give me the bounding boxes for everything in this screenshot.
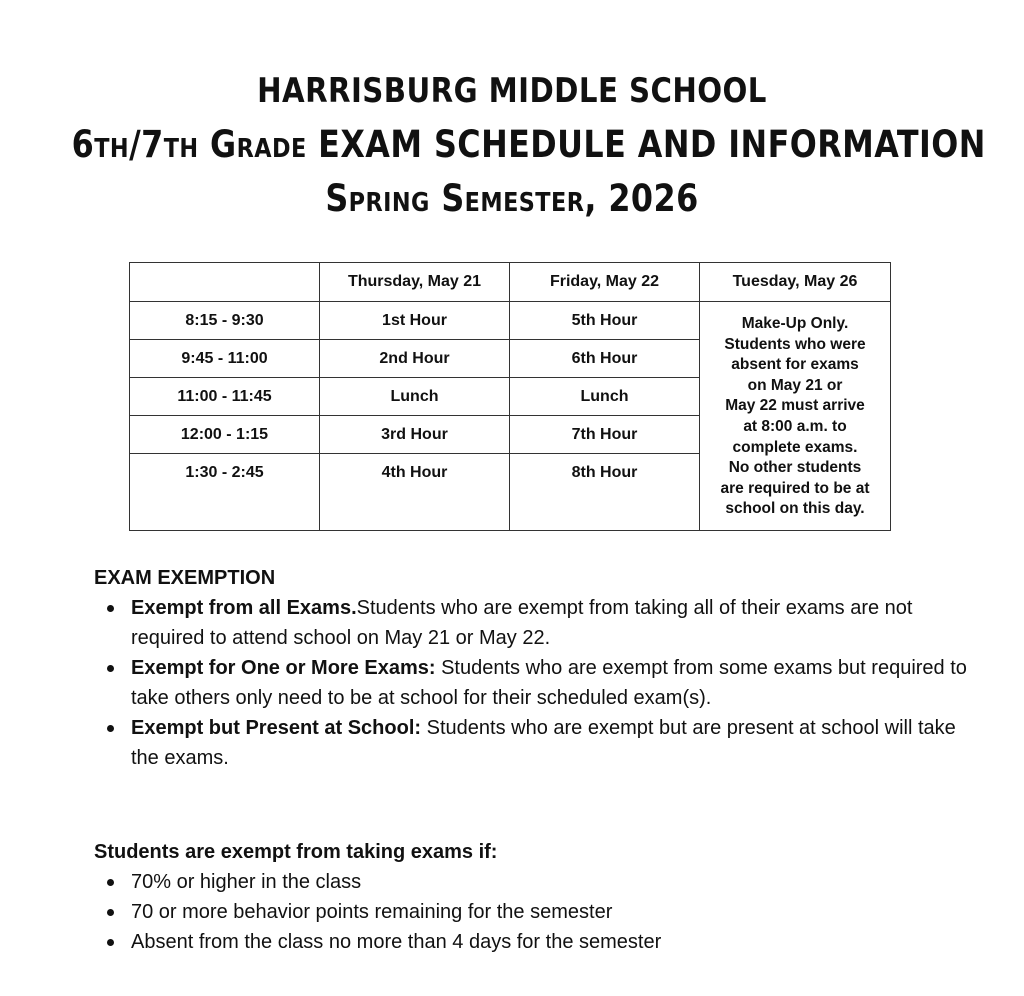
note-line: Make-Up Only. <box>741 315 849 332</box>
time-cell: 9:45 - 11:00 <box>130 340 320 378</box>
bullet-icon <box>107 879 114 886</box>
exam-schedule-table <box>129 262 891 531</box>
item-label: Exempt for One or More Exams: <box>131 657 436 679</box>
note-line: on May 21 or <box>747 376 843 394</box>
thursday-cell: 1st Hour <box>320 302 510 340</box>
bullet-icon <box>107 665 114 672</box>
thursday-cell: 4th Hour <box>320 454 510 531</box>
header-cell-thursday: Thursday, May 21 <box>320 263 510 302</box>
list-item <box>131 713 984 773</box>
note-line: No other students <box>728 459 862 477</box>
exemption-heading: EXAM EXEMPTION <box>94 567 276 589</box>
tuesday-makeup-note <box>700 302 891 531</box>
exemption-criteria-section <box>94 837 984 957</box>
item-text: Students who are exempt but are present at school will take the exams. <box>131 717 956 769</box>
header-cell-friday: Friday, May 22 <box>510 263 700 302</box>
friday-cell: 8th Hour <box>510 454 700 531</box>
time-cell: 12:00 - 1:15 <box>130 416 320 454</box>
bullet-icon <box>107 725 114 732</box>
table-header-row <box>130 263 891 302</box>
semester-title: Spring Semester, 2026 <box>325 177 699 220</box>
item-text: 70% or higher in the class <box>131 871 362 893</box>
criteria-heading: Students are exempt from taking exams if: <box>94 841 498 863</box>
list-item <box>131 867 984 897</box>
thursday-cell: Lunch <box>320 378 510 416</box>
exam-exemption-section <box>94 563 984 773</box>
item-label: Exempt from all Exams. <box>131 597 357 619</box>
friday-cell: Lunch <box>510 378 700 416</box>
document-title: 6th/7th Grade EXAM SCHEDULE AND INFORMATION <box>71 123 986 166</box>
item-text: Students who are exempt from some exams but required to take others only need to be at school for their scheduled exam(s). <box>131 657 967 709</box>
bullet-icon <box>107 909 114 916</box>
item-label: Exempt but Present at School: <box>131 717 422 739</box>
school-name: HARRISBURG MIDDLE SCHOOL <box>257 71 767 111</box>
header-cell-empty <box>130 263 320 302</box>
list-item <box>131 593 984 653</box>
exemption-list <box>94 593 984 773</box>
thursday-cell: 3rd Hour <box>320 416 510 454</box>
list-item <box>131 897 984 927</box>
note-line: school on this day. <box>725 500 865 518</box>
bullet-icon <box>107 605 114 612</box>
title-block <box>0 64 1024 226</box>
table-row <box>130 302 891 340</box>
friday-cell: 6th Hour <box>510 340 700 378</box>
header-cell-tuesday: Tuesday, May 26 <box>700 263 891 302</box>
time-cell: 8:15 - 9:30 <box>130 302 320 340</box>
list-item <box>131 653 984 713</box>
time-cell: 11:00 - 11:45 <box>130 378 320 416</box>
thursday-cell: 2nd Hour <box>320 340 510 378</box>
note-line: Students who were <box>724 335 866 353</box>
item-text: Students who are exempt from taking all of their exams are not required to attend school on May 21 or May 22. <box>131 597 913 649</box>
note-line: complete exams. <box>732 438 858 456</box>
note-line: May 22 must arrive <box>725 397 865 415</box>
time-cell: 1:30 - 2:45 <box>130 454 320 531</box>
friday-cell: 5th Hour <box>510 302 700 340</box>
item-text: Absent from the class no more than 4 days for the semester <box>131 931 662 953</box>
note-line: are required to be at <box>720 479 870 497</box>
bullet-icon <box>107 939 114 946</box>
list-item <box>131 927 984 957</box>
note-line: at 8:00 a.m. to <box>743 417 847 435</box>
note-line: absent for exams <box>731 356 859 374</box>
item-text: 70 or more behavior points remaining for the semester <box>131 901 613 923</box>
criteria-list <box>94 867 984 957</box>
friday-cell: 7th Hour <box>510 416 700 454</box>
